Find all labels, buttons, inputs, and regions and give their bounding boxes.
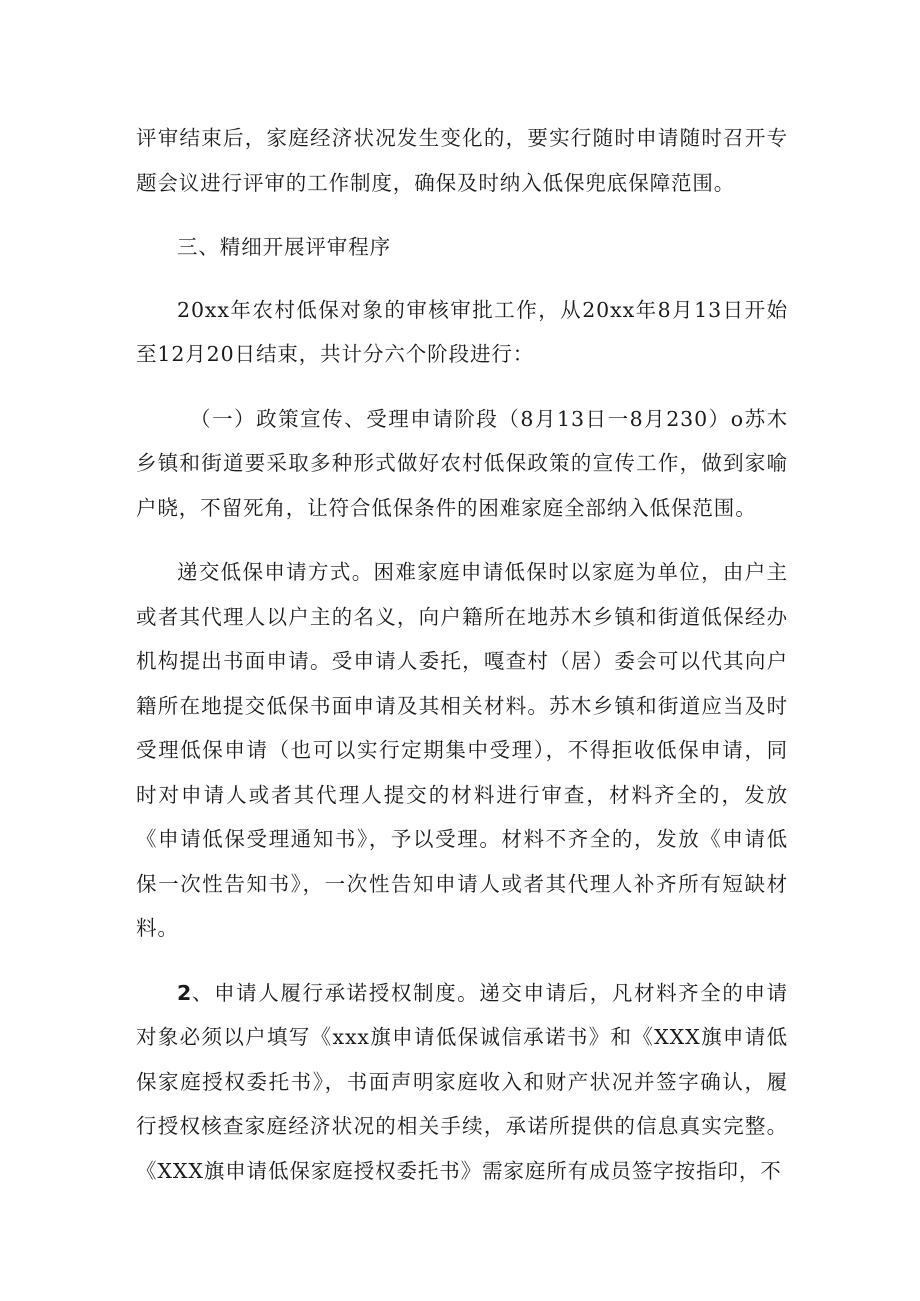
paragraph-review-schedule: 20xx年农村低保对象的审核审批工作，从20xx年8月13日开始至12月20日结束，共计分六个阶段进行： (136, 297, 788, 366)
section-heading-review-procedure: 三、精细开展评审程序 (177, 235, 391, 259)
document-body (136, 116, 788, 1213)
item-number: 2 (177, 980, 192, 1005)
paragraph-commitment-authorization (136, 971, 788, 1194)
paragraph-stage-one-policy-publicity: （一）政策宣传、受理申请阶段（8月13日一8月230）o苏木乡镇和街道要采取多种形式做好农村低保政策的宣传工作，做到家喻户晓，不留死角，让符合低保条件的困难家庭全部纳入低保范围。 (136, 406, 788, 520)
paragraph-review-conclusion: 评审结束后，家庭经济状况发生变化的，要实行随时申请随时召开专题会议进行评审的工作制度，确保及时纳入低保兜底保障范围。 (136, 126, 788, 195)
paragraph-application-method: 递交低保申请方式。困难家庭申请低保时以家庭为单位，由户主或者其代理人以户主的名义，向户籍所在地苏木乡镇和街道低保经办机构提出书面申请。受申请人委托，嘎查村（居）委会可以代其向户籍所在地提交低保书面申请及其相关材料。苏木乡镇和街道应当及时受理低保申请（也可以实行定期集中受理），不得拒收低保申请，同时对申请人或者其代理人提交的材料进行审查，材料齐全的，发放《申请低保受理通知书》，予以受理。材料不齐全的，发放《申请低保一次性告知书》，一次性告知申请人或者其代理人补齐所有短缺材料。 (136, 560, 788, 940)
paragraph-commitment-authorization-text: 、申请人履行承诺授权制度。递交申请后，凡材料齐全的申请对象必须以户填写《xxx旗申请低保诚信承诺书》和《XXX旗申请低保家庭授权委托书》，书面声明家庭收入和财产状况并签字确认，履行授权核查家庭经济状况的相关手续，承诺所提供的信息真实完整。《XXX旗申请低保家庭授权委托书》需家庭所有成员签字按指印，不 (136, 980, 788, 1183)
